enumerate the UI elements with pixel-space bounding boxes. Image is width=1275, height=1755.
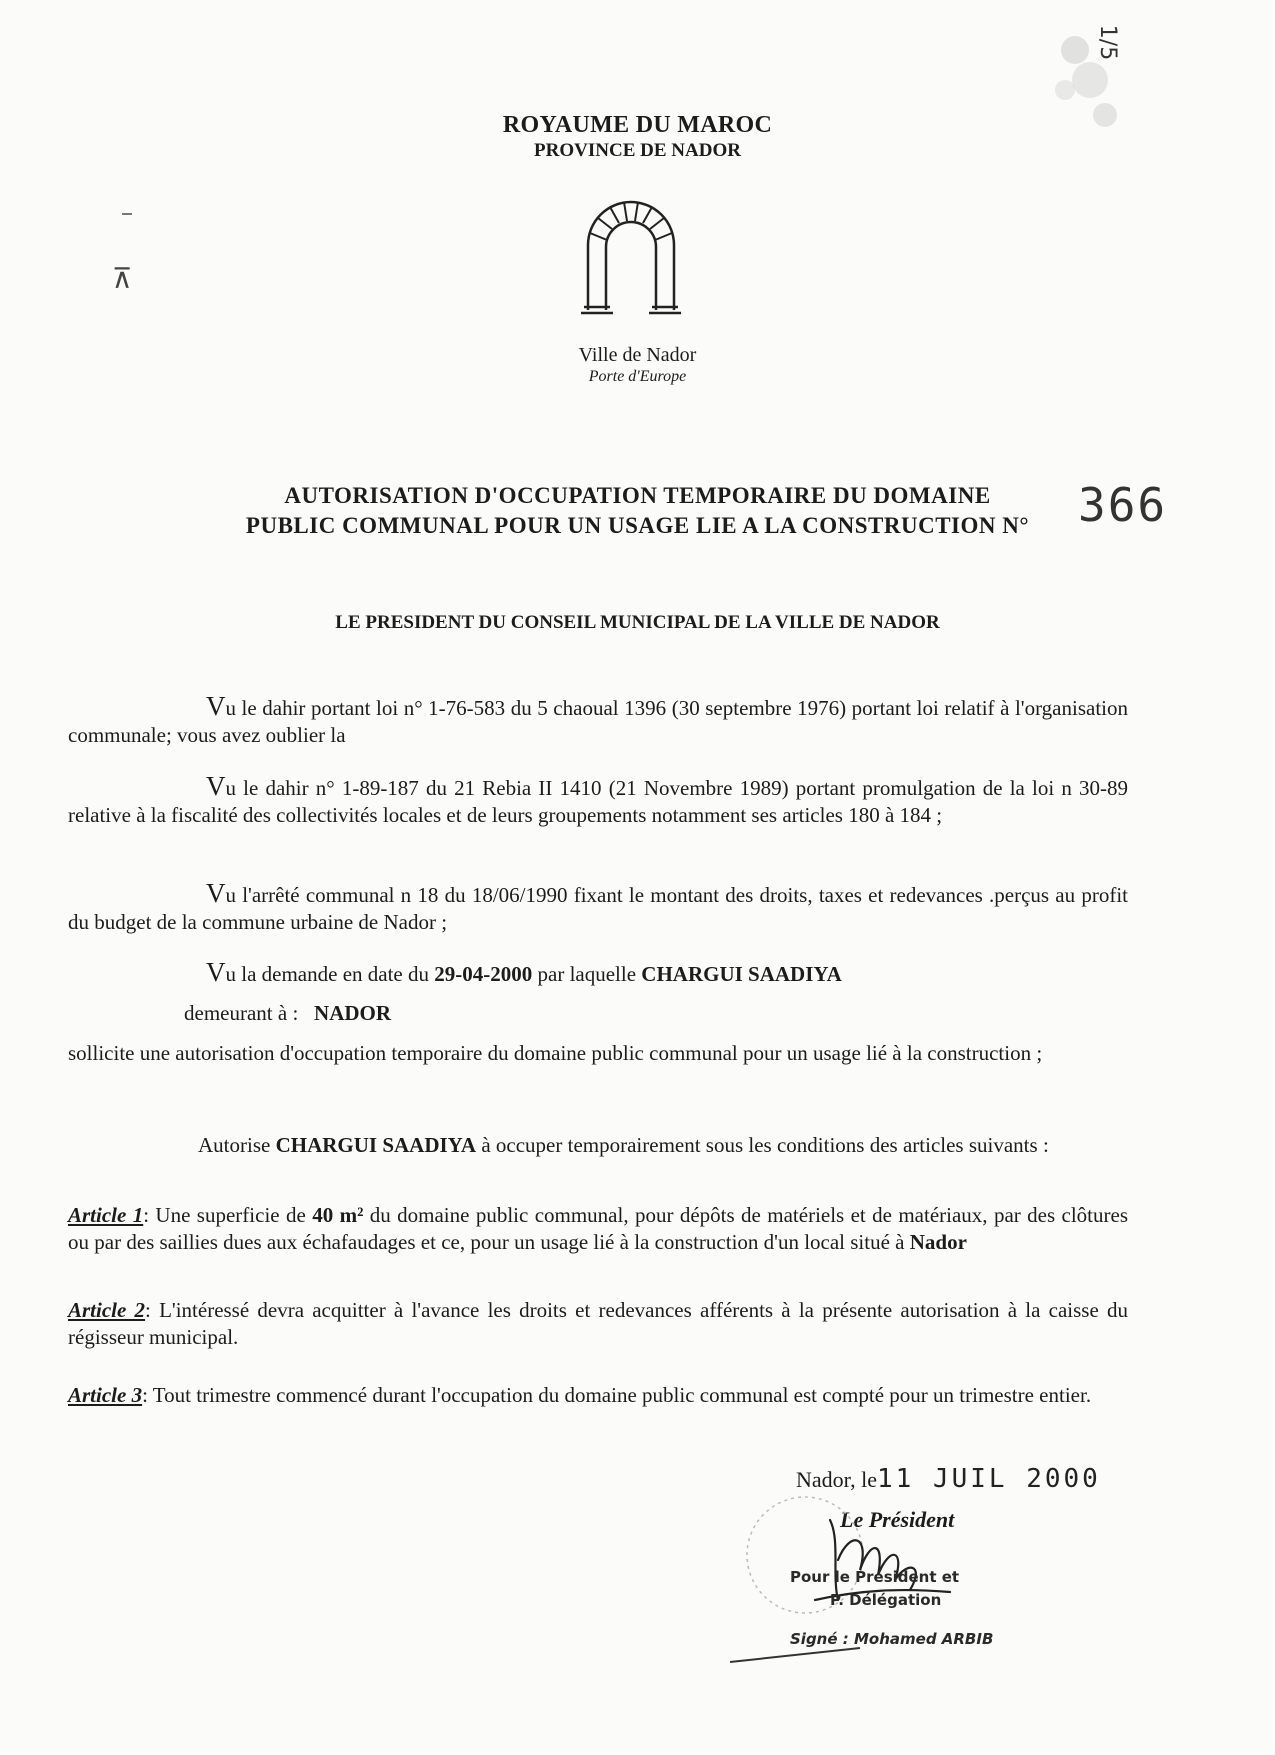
applicant-name: CHARGUI SAADIYA [641,962,842,986]
residence-line [184,1000,391,1027]
decision-paragraph [68,1132,1128,1159]
province-heading: PROVINCE DE NADOR [534,140,741,161]
signed-by: Signé : Mohamed ARBIB [790,1630,994,1648]
decision-post: à occuper temporairement sous les conditions des articles suivants : [476,1133,1049,1157]
article-1-place: Nador [909,1230,967,1254]
kingdom-heading: ROYAUME DU MAROC [502,112,773,138]
signatory-role: Le Président [840,1507,955,1532]
residence-label: demeurant à : [184,1001,299,1025]
article-1 [68,1202,1128,1256]
delegation-line-1: Pour le Président et [790,1568,960,1586]
document-title-line-1: AUTORISATION D'OCCUPATION TEMPORAIRE DU DOMAINE [284,483,991,508]
consideration-2 [68,773,1128,829]
delegation-line-2: P. Délégation [830,1591,942,1609]
place-date-label: Nador, le [796,1467,877,1492]
article-1-pre: : Une superficie de [143,1203,313,1227]
consideration-1 [68,693,1128,749]
decision-applicant: CHARGUI SAADIYA [275,1133,477,1157]
consideration-1-text: u le dahir portant loi n° 1-76-583 du 5 chaoual 1396 (30 septembre 1976) portant loi relatif à l'organisation communale; vous avez oublier la [68,696,1128,747]
article-3-label: Article 3 [68,1383,143,1407]
vu-initial: V [206,691,226,721]
article-1-post: du domaine public communal, pour dépôts de matériels et de matériaux, par des clôtures ou par des saillies dues aux échafaudages et ce, pour un usage lié à la construction d'un local situé à [68,1203,1128,1254]
article-2 [68,1297,1128,1351]
document-title-line-2: PUBLIC COMMUNAL POUR UN USAGE LIE A LA CONSTRUCTION N° [245,513,1030,538]
city-name: Ville de Nador [578,344,697,366]
article-2-text: : L'intéressé devra acquitter à l'avance les droits et redevances afférents à la présente autorisation à la caisse du régisseur municipal. [68,1298,1128,1349]
article-3-text: : Tout trimestre commencé durant l'occupation du domaine public communal est compté pour un trimestre entier. [142,1383,1092,1407]
consideration-4-pre: u la demande en date du [225,962,435,986]
corner-annotation: 1/5 [1095,24,1121,61]
date-stamp: 11 JUIL 2000 [876,1464,1101,1494]
city-motto: Porte d'Europe [588,368,687,385]
consideration-3 [68,880,1128,936]
nador-arch-emblem [576,185,686,320]
margin-mark-left: ⊼ [112,262,133,295]
request-text: sollicite une autorisation d'occupation temporaire du domaine public communal pour un usage lié à la construction ; [68,1041,1043,1065]
residence-value: NADOR [314,1001,392,1025]
scan-dash [122,213,132,215]
consideration-4-mid: par laquelle [532,962,642,986]
authority-heading: LE PRESIDENT DU CONSEIL MUNICIPAL DE LA VILLE DE NADOR [335,612,940,633]
article-2-label: Article 2 [68,1298,146,1322]
article-1-area: 40 m² [312,1203,364,1227]
vu-initial: V [206,771,226,801]
consideration-2-text: u le dahir n° 1-89-187 du 21 Rebia II 1410 (21 Novembre 1989) portant promulgation de la loi n 30-89 relative à la fiscalité des collectivités locales et de leurs groupements notamment ses articles 180 à 184 ; [68,776,1128,827]
consideration-3-text: u l'arrêté communal n 18 du 18/06/1990 fixant le montant des droits, taxes et redevances .perçus au profit du budget de la commune urbaine de Nador ; [68,883,1128,934]
authorization-number: 366 [1078,478,1168,532]
vu-initial: V [206,957,226,987]
request-date: 29-04-2000 [434,962,533,986]
decision-pre: Autorise [198,1133,276,1157]
vu-initial: V [206,878,226,908]
article-3 [68,1382,1128,1409]
consideration-4 [68,959,1128,988]
article-1-label: Article 1 [68,1203,144,1227]
